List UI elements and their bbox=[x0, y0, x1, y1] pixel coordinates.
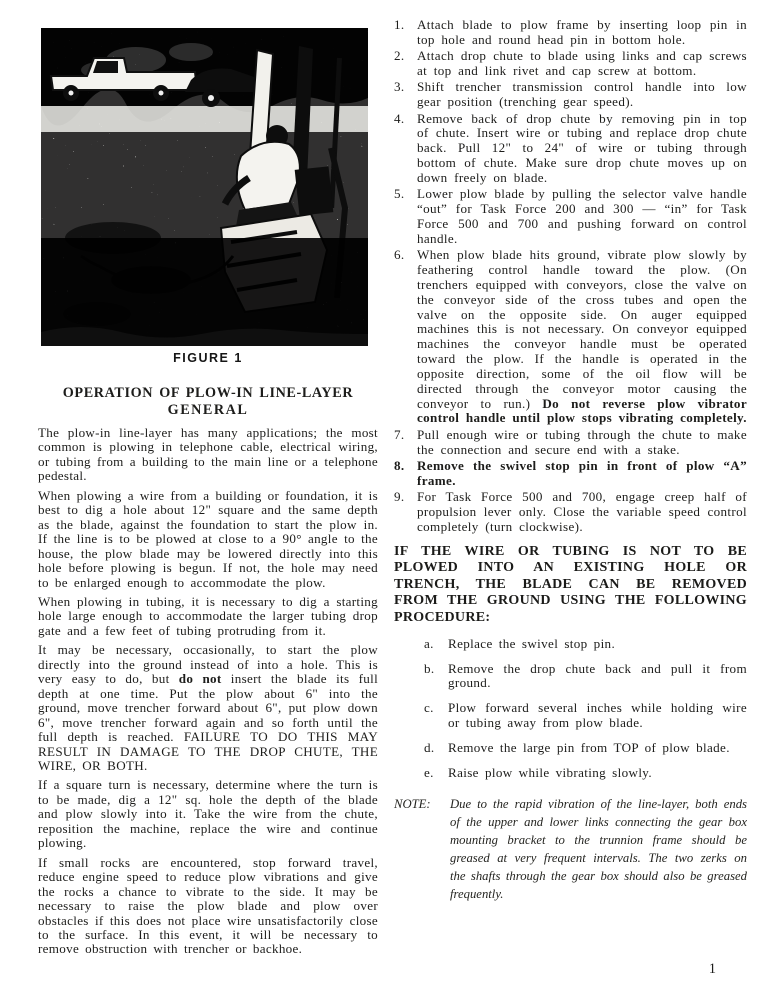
item-text: Lower plow blade by pulling the selector valve handle “out” for Task Force 200 and 300 — “in” for Task Force 500 and 700 and pushing forward on control handle. bbox=[417, 186, 747, 246]
item-number: 9. bbox=[394, 489, 405, 505]
item-text: Pull enough wire or tubing through the chute to make the connection and secure end with a stake. bbox=[417, 426, 747, 457]
item-text: When plow blade hits ground, vibrate plow slowly by feathering control handle toward the plow. (On trenchers equipped with conveyors, close the valve on the conveyor side of the cross tubes and open the valve on the opposite side. On auger equipped machines this is not necessary. On conveyor equipped machines the conveyor handle must be operated toward the plow. If the handle is operated in the opposite direction, some of the oil flow will be directed through the conveyor motor causing the conveyor to run.) Do not reverse plow vibrator control handle until plow stops vibrating completely. bbox=[417, 247, 747, 426]
paragraph-general-6: If small rocks are encountered, stop forward travel, reduce engine speed to reduce plow vibrations and give the rocks a chance to vibrate to the side. It may be necessary to raise the plow blade and plow over obstacles if this does not place wire unsatisfactorily close to the surface. In this event, it will be necessary to remove obstruction with trencher or backhoe. bbox=[38, 854, 378, 957]
list-item-3 bbox=[394, 80, 747, 110]
item-number: 1. bbox=[394, 17, 405, 32]
item-letter: c. bbox=[424, 700, 434, 716]
list-item-7 bbox=[394, 428, 747, 458]
procedure-sublist bbox=[394, 637, 747, 781]
sub-item-e bbox=[424, 766, 747, 781]
item-letter: e. bbox=[424, 764, 434, 780]
item-number: 3. bbox=[394, 79, 405, 95]
page-number: 1 bbox=[708, 961, 716, 977]
sub-item-b bbox=[424, 662, 747, 692]
right-column bbox=[394, 18, 747, 903]
paragraph-general-4: It may be necessary, occasionally, to start the plow directly into the ground instead of into a hole. This is very easy to do, but do not insert the blade its full depth at one time. Put the plow about 6" into the ground, move trencher forward about 6", put plow down 6", move trencher forward again and so forth until the full depth is reached. FAILURE TO DO THIS MAY RESULT IN DAMAGE TO THE DROP CHUTE, THE WIRE, OR BOTH. bbox=[38, 642, 379, 773]
item-number: 2. bbox=[394, 48, 405, 64]
item-text: Raise plow while vibrating slowly. bbox=[448, 764, 652, 780]
list-item-1 bbox=[394, 18, 747, 48]
item-letter: a. bbox=[424, 635, 434, 651]
paragraph-general-5: If a square turn is necessary, determine where the turn is to be made, dig a 12" sq. hole the depth of the blade and plow slowly into it. Take the wire from the chute, reposition the machine, replace the wire and continue plowing. bbox=[38, 777, 378, 851]
blade-removal-intro: IF THE WIRE OR TUBING IS NOT TO BE PLOWED INTO AN EXISTING HOLE OR TRENCH, THE BLADE CAN BE REMOVED FROM THE GROUND USING THE FOLLOWING PROCEDURE: bbox=[394, 543, 747, 626]
paragraph-general-2: When plowing a wire from a building or foundation, it is best to dig a hole about 12" square and the same depth as the blade, against the foundation to start the plow in. If the line is to be plowed at close to a 90° angle to the house, the plow blade may be lowered directly into this hole before plowing is begun. If not, the hole may need to be enlarged enough to accommodate the plow. bbox=[38, 487, 378, 590]
list-item-4 bbox=[394, 112, 747, 186]
item-text: Replace the swivel stop pin. bbox=[448, 635, 616, 651]
note-text: Due to the rapid vibration of the line-layer, both ends of the upper and lower links connecting the gear box mounting bracket to the trunnion frame should be greased at very frequent intervals. The two zerks on the shafts through the gear box should also be greased frequently. bbox=[450, 796, 747, 901]
left-column bbox=[38, 28, 378, 957]
list-item-8 bbox=[394, 459, 747, 489]
item-text: Shift trencher transmission control handle into low gear position (trenching gear speed). bbox=[417, 79, 747, 110]
item-text: Plow forward several inches while holding wire or tubing away from plow blade. bbox=[448, 700, 747, 731]
sub-item-d bbox=[424, 741, 747, 756]
item-number: 5. bbox=[394, 186, 405, 202]
item-text: Attach drop chute to blade using links and cap screws at top and link rivet and cap screw at bottom. bbox=[417, 48, 747, 79]
section-heading-line2: GENERAL bbox=[167, 401, 249, 418]
section-heading-line1: OPERATION OF PLOW-IN LINE-LAYER bbox=[62, 385, 354, 401]
figure-caption: FIGURE 1 bbox=[173, 351, 243, 365]
list-item-6 bbox=[394, 248, 747, 426]
paragraph-general-1: The plow-in line-layer has many applications; the most common is plowing in telephone cable, electrical wiring, or tubing from a building to the main line or a telephone pedestal. bbox=[38, 425, 378, 484]
item-text: For Task Force 500 and 700, engage creep half of propulsion lever only. Close the variable speed control completely (turn clockwise). bbox=[417, 489, 747, 534]
note-block bbox=[394, 795, 747, 903]
sub-item-a bbox=[424, 637, 747, 652]
item-number: 4. bbox=[394, 110, 405, 126]
item-text: Remove back of drop chute by removing pin in top of chute. Insert wire or tubing and replace drop chute back. Pull 12" to 24" of wire or tubing through bottom of chute. Make sure drop chute moves up on down freely on blade. bbox=[417, 110, 747, 185]
list-item-5 bbox=[394, 187, 747, 246]
item-number: 6. bbox=[394, 247, 405, 263]
line-layer-photo-illustration bbox=[41, 28, 368, 346]
list-item-9 bbox=[394, 490, 747, 535]
item-number: 7. bbox=[394, 426, 405, 442]
sub-item-c bbox=[424, 701, 747, 731]
item-number: 8. bbox=[394, 457, 405, 473]
item-text: Attach blade to plow frame by inserting loop pin in top hole and round head pin in bottom hole. bbox=[417, 17, 747, 47]
section-heading bbox=[38, 385, 378, 418]
note-label: NOTE: bbox=[394, 796, 431, 811]
list-item-2 bbox=[394, 49, 747, 79]
item-letter: b. bbox=[424, 660, 435, 676]
paragraph-general-3: When plowing in tubing, it is necessary to dig a starting hole large enough to accommodate the larger tubing drop gate and a few feet of tubing protruding from it. bbox=[38, 593, 378, 638]
item-letter: d. bbox=[424, 739, 435, 755]
instruction-list bbox=[394, 18, 747, 535]
item-text: Remove the drop chute back and pull it from ground. bbox=[448, 660, 747, 691]
figure-photo bbox=[41, 28, 368, 346]
item-text: Remove the swivel stop pin in front of plow “A” frame. bbox=[417, 457, 747, 488]
item-text: Remove the large pin from TOP of plow blade. bbox=[448, 739, 730, 755]
